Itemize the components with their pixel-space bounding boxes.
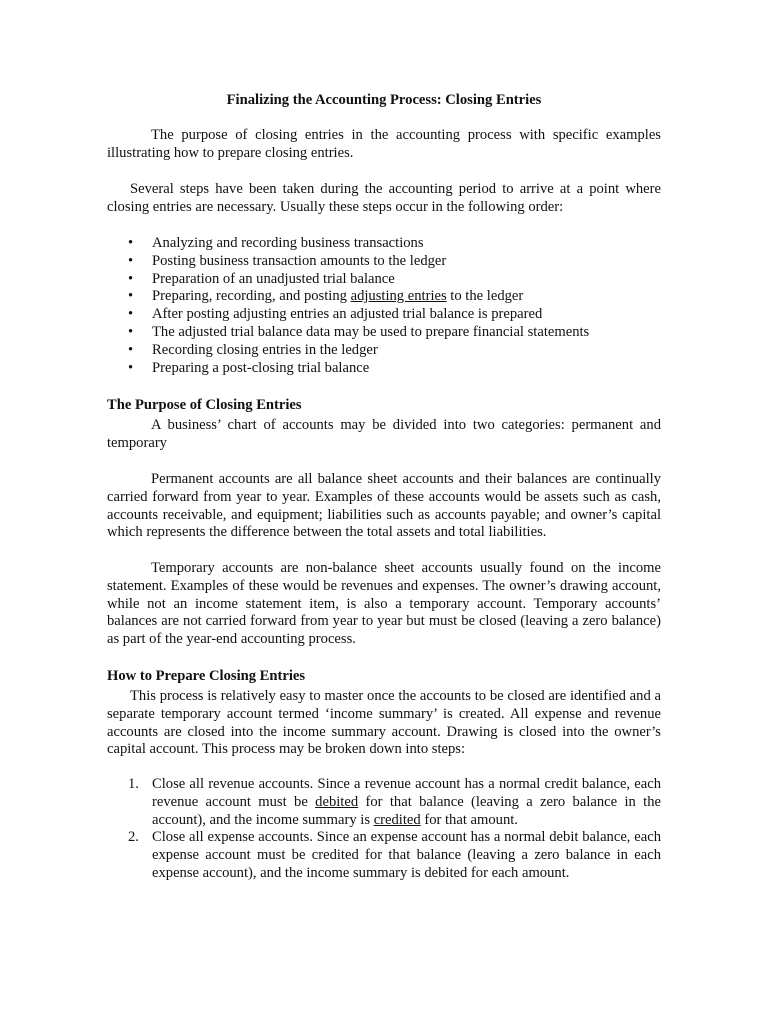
document-title: Finalizing the Accounting Process: Closing Entries xyxy=(226,92,542,108)
step-number: 1. xyxy=(128,776,139,792)
steps-intro-paragraph: Several steps have been taken during the accounting period to arrive at a point where closing entries are necessary. Usually these steps occur in the following order: xyxy=(107,181,661,215)
intro-paragraph: The purpose of closing entries in the accounting process with specific examples illustrating how to prepare closing entries. xyxy=(107,127,661,161)
bullet-icon: • xyxy=(128,359,134,376)
list-item: 2. Close all expense accounts. Since an expense account has a normal debit balance, each expense account must be credited for that balance (leaving a zero balance in each expense account), and the income summary is debited for each amount. xyxy=(128,829,661,881)
process-steps-list xyxy=(107,235,661,377)
list-item: • Preparation of an unadjusted trial balance xyxy=(128,270,395,287)
step-number: 2. xyxy=(128,829,139,846)
bullet-icon: • xyxy=(128,235,134,251)
list-item: • Preparing, recording, and posting adjusting entries to the ledger xyxy=(128,288,524,305)
list-item: • Preparing a post-closing trial balance xyxy=(128,359,370,376)
list-item: • After posting adjusting entries an adjusted trial balance is prepared xyxy=(128,306,543,323)
bullet-icon: • xyxy=(128,270,134,287)
section-heading-how-to: How to Prepare Closing Entries xyxy=(107,668,306,684)
list-item: • Recording closing entries in the ledger xyxy=(128,341,378,358)
purpose-paragraph-2: Permanent accounts are all balance sheet accounts and their balances are continually carried forward from year to year. Examples of these accounts would be assets such as cash, accounts receivable, and equipment; liabilities such as accounts payable; and owner’s capital which represents the difference between the total assets and total liabilities. xyxy=(107,471,661,541)
bullet-icon: • xyxy=(128,323,134,340)
bullet-icon: • xyxy=(128,306,134,323)
list-item: • The adjusted trial balance data may be used to prepare financial statements xyxy=(128,323,590,340)
purpose-paragraph-1: A business’ chart of accounts may be divided into two categories: permanent and temporary xyxy=(107,417,661,451)
section-heading-purpose: The Purpose of Closing Entries xyxy=(107,397,302,413)
adjusting-entries-link[interactable]: adjusting entries xyxy=(350,288,447,305)
bullet-icon: • xyxy=(128,341,134,358)
list-item: • Posting business transaction amounts to the ledger xyxy=(128,252,447,269)
list-item: • Analyzing and recording business transactions xyxy=(128,235,424,251)
credited-text: credited xyxy=(373,811,421,828)
closing-steps-list xyxy=(107,776,661,883)
list-item: 1. Close all revenue accounts. Since a revenue account has a normal credit balance, each revenue account must be debited for that balance (leaving a zero balance in the account), and the income summary is credited for that amount. xyxy=(128,776,662,828)
bullet-icon: • xyxy=(128,288,134,305)
bullet-icon: • xyxy=(128,252,134,269)
debited-text: debited xyxy=(315,793,359,810)
purpose-paragraph-3: Temporary accounts are non-balance sheet accounts usually found on the income statement. Examples of these would be revenues and expenses. The owner’s drawing account, while not an income statement item, is also a temporary account. Temporary accounts’ balances are not carried forward from year to year but must be closed (leaving a zero balance) as part of the year-end accounting process. xyxy=(107,560,661,648)
how-to-paragraph: This process is relatively easy to master once the accounts to be closed are identified and a separate temporary account termed ‘income summary’ is created. All expense and revenue accounts are closed into the income summary account. Drawing is closed into the owner’s capital account. This process may be broken down into steps: xyxy=(107,688,661,758)
